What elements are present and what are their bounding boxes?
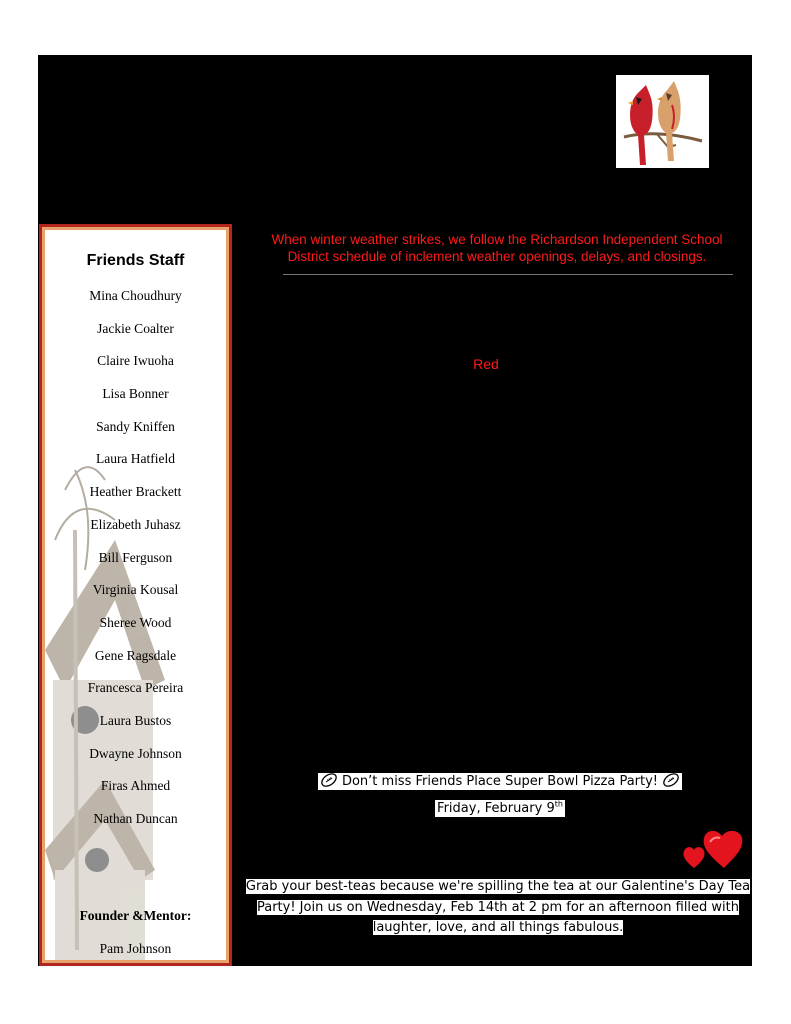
staff-member: Heather Brackett (89, 484, 182, 500)
staff-member: Gene Ragsdale (94, 647, 177, 663)
staff-member: Firas Ahmed (100, 778, 171, 794)
sidebar-panel (45, 230, 226, 960)
staff-member: Virginia Kousal (92, 582, 179, 598)
founder-name: Pam Johnson (99, 941, 172, 956)
galentine-text (244, 877, 752, 939)
superbowl-date-suffix: th (554, 800, 563, 809)
football-icon (662, 772, 680, 788)
divider (283, 274, 733, 275)
superbowl-headline-box (318, 773, 682, 790)
staff-member: Sheree Wood (99, 614, 172, 630)
staff-member: Jackie Coalter (97, 320, 174, 336)
superbowl-date: Friday, February 9 (437, 801, 555, 817)
staff-member: Elizabeth Juhasz (90, 516, 181, 532)
superbowl-headline: Don’t miss Friends Place Super Bowl Pizza Party! (341, 774, 659, 789)
galentine-text-content: Grab your best-teas because we're spilling the tea at our Galentine's Day Tea Party! Join us on Wednesday, Feb 14th at 2 pm for an afternoon filled with laughter, love, and all things fabulous. (245, 879, 751, 935)
hearts-icon (680, 824, 746, 872)
superbowl-date-line (250, 794, 750, 819)
staff-member: Sandy Kniffen (96, 418, 175, 434)
staff-member: Bill Ferguson (98, 549, 173, 565)
football-icon (320, 772, 338, 788)
superbowl-headline-line (250, 771, 750, 794)
founder-title: Founder &Mentor: (79, 908, 192, 923)
staff-member: Nathan Duncan (93, 811, 178, 826)
staff-member: Laura Bustos (99, 712, 172, 728)
cardinal-pair-icon (616, 75, 709, 168)
weather-notice: When winter weather strikes, we follow the Richardson Independent School District schedule of inclement weather openings, delays, and closings. (271, 232, 723, 264)
staff-member: Francesca Pereira (87, 680, 184, 696)
superbowl-date-box (435, 800, 565, 817)
staff-member: Mina Choudhury (89, 288, 182, 303)
staff-member: Lisa Bonner (102, 386, 169, 402)
staff-member: Dwayne Johnson (89, 745, 182, 761)
superbowl-event (250, 771, 750, 819)
staff-member: Laura Hatfield (95, 451, 176, 467)
staff-member: Claire Iwuoha (97, 353, 174, 369)
red-label: Red (473, 356, 499, 372)
staff-list (45, 288, 226, 844)
sidebar-border (42, 227, 229, 963)
staff-sidebar (39, 224, 232, 966)
staff-title: Friends Staff (86, 252, 185, 269)
